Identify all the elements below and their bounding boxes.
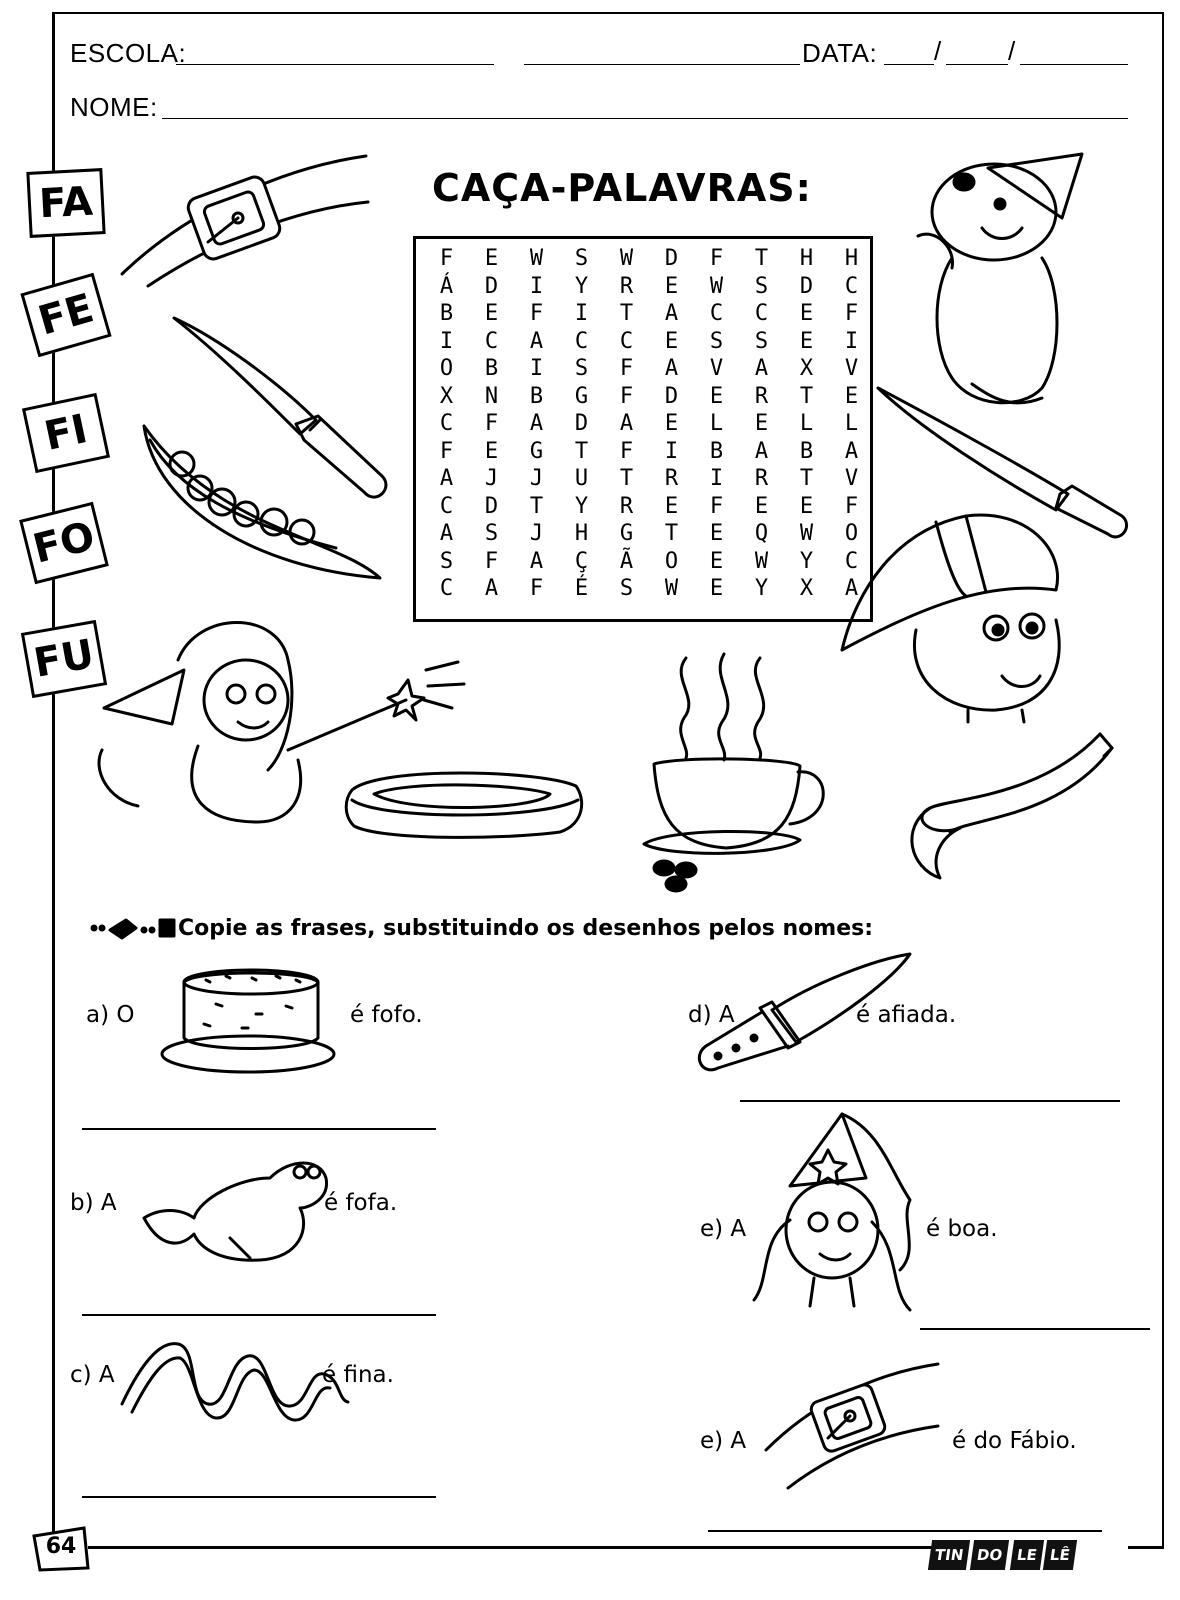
word-search-cell[interactable]: L [844,411,859,436]
word-search-cell[interactable]: F [619,438,634,464]
word-search-cell[interactable]: E [844,383,859,409]
word-search-cell[interactable]: F [484,548,499,574]
word-search-cell[interactable]: E [664,273,679,299]
word-search-cell[interactable]: T [619,301,634,326]
word-search-box [413,236,873,622]
date-day-field[interactable] [884,64,934,65]
word-search-cell[interactable]: F [619,356,634,381]
word-search-cell[interactable]: F [439,438,454,464]
word-search-cell[interactable]: H [844,246,859,271]
exercise-a-prefix: a) O [86,1002,135,1028]
word-search-cell[interactable]: D [574,411,589,436]
word-search-cell[interactable]: C [484,328,499,354]
word-search-cell[interactable]: E [799,328,814,354]
word-search-cell[interactable]: S [484,521,499,546]
word-search-cell[interactable]: F [709,493,724,519]
word-search-cell[interactable]: A [439,521,454,546]
school-field[interactable] [176,64,494,65]
exercise-e1-answer-line[interactable] [920,1328,1150,1330]
word-search-cell[interactable]: Y [574,273,589,299]
steak-icon [340,760,590,842]
word-search-cell[interactable]: W [664,576,679,601]
word-search-cell[interactable]: F [529,301,544,326]
boy-cap-icon [836,500,1072,722]
date-label: DATA: [802,38,878,68]
word-search-cell[interactable]: N [484,383,499,409]
word-search-cell[interactable]: E [664,328,679,354]
exercise-e1-prefix: e) A [700,1216,747,1242]
exercise-b-prefix: b) A [70,1190,117,1216]
word-search-cell[interactable]: F [709,246,724,271]
word-search-cell[interactable]: G [619,521,634,546]
word-search-cell[interactable]: Q [754,521,769,546]
word-search-cell[interactable]: S [754,328,769,354]
word-search-cell[interactable]: L [799,411,814,436]
word-search-cell[interactable]: R [754,466,769,491]
word-search-cell[interactable]: S [619,576,634,601]
word-search-cell[interactable]: I [574,301,589,326]
word-search-cell[interactable]: T [799,466,814,491]
seal-small-icon [140,1138,332,1268]
syllable-card-fu: FU [21,620,107,698]
word-search-cell[interactable]: W [529,246,544,271]
word-search-cell[interactable]: G [529,438,544,464]
belt-icon [118,150,378,290]
exercise-d-answer-line[interactable] [740,1100,1120,1102]
word-search-cell[interactable]: B [709,438,724,464]
word-search-cell[interactable]: A [439,466,454,491]
word-search-cell[interactable]: A [844,438,859,464]
word-search-cell[interactable]: D [799,273,814,299]
exercise-b-answer-line[interactable] [82,1314,436,1316]
word-search-cell[interactable]: C [439,411,454,436]
word-search-cell[interactable]: E [709,521,724,546]
pencil-bullet-icon [90,916,176,942]
word-search-cell[interactable]: S [574,246,589,271]
word-search-cell[interactable]: E [709,576,724,601]
word-search-cell[interactable]: Y [799,548,814,574]
word-search-title: CAÇA-PALAVRAS: [432,166,812,210]
word-search-cell[interactable]: C [619,328,634,354]
word-search-cell[interactable]: E [664,411,679,436]
word-search-cell[interactable]: V [844,356,859,381]
publisher-logo [930,1540,1075,1570]
word-search-cell[interactable]: B [484,356,499,381]
word-search-cell[interactable]: E [799,301,814,326]
word-search-cell[interactable]: B [439,301,454,326]
word-search-cell[interactable]: S [574,356,589,381]
word-search-cell[interactable]: C [844,273,859,299]
word-search-cell[interactable]: T [664,521,679,546]
word-search-cell[interactable]: E [754,493,769,519]
word-search-cell[interactable]: J [484,466,499,491]
coffee-cup-icon [640,648,836,900]
word-search-cell[interactable]: F [619,383,634,409]
word-search-cell[interactable]: E [484,301,499,326]
word-search-cell[interactable]: V [709,356,724,381]
word-search-cell[interactable]: L [709,411,724,436]
word-search-cell[interactable]: X [439,383,454,409]
word-search-cell[interactable]: C [574,328,589,354]
cake-icon [156,962,342,1076]
name-field[interactable] [162,118,1128,119]
word-search-cell[interactable]: R [619,273,634,299]
exercise-b-suffix: é fofa. [324,1190,398,1216]
word-search-cell[interactable]: W [799,521,814,546]
page-number: 64 [45,1534,77,1559]
date-separator: / [1008,36,1016,66]
word-search-cell[interactable]: I [529,273,544,299]
word-search-cell[interactable]: X [799,576,814,601]
word-search-cell[interactable]: E [754,411,769,436]
pea-pod-icon [136,418,392,588]
name-label: NOME: [70,92,158,122]
word-search-cell[interactable]: A [484,576,499,601]
word-search-cell[interactable]: F [439,246,454,271]
word-search-cell[interactable]: C [754,301,769,326]
word-search-cell[interactable]: I [529,356,544,381]
exercise-e2-prefix: e) A [700,1428,747,1454]
word-search-cell[interactable]: O [844,521,859,546]
exercise-e2-suffix: é do Fábio. [952,1428,1077,1454]
word-search-cell[interactable]: S [709,328,724,354]
word-search-cell[interactable]: J [529,466,544,491]
syllable-card-fi: FI [22,393,110,473]
word-search-cell[interactable]: T [754,246,769,271]
syllable-card-fa: FA [26,168,105,238]
word-search-cell[interactable]: D [484,493,499,519]
syllable-card-fe: FE [20,273,111,357]
word-search-cell[interactable]: O [664,548,679,574]
word-search-cell[interactable]: E [799,493,814,519]
footer-rule-right [1128,1546,1164,1549]
word-search-cell[interactable]: I [664,438,679,464]
word-search-cell[interactable]: D [664,246,679,271]
word-search-cell[interactable]: B [799,438,814,464]
date-separator: / [934,36,942,66]
word-search-cell[interactable]: T [619,466,634,491]
word-search-cell[interactable]: A [664,301,679,326]
word-search-cell[interactable]: B [529,383,544,409]
word-search-cell[interactable]: A [619,411,634,436]
word-search-cell[interactable]: C [439,493,454,519]
word-search-cell[interactable]: S [754,273,769,299]
syllable-card-fo: FO [19,502,109,584]
belt-small-icon [762,1354,942,1494]
word-search-cell[interactable]: T [574,438,589,464]
word-search-cell[interactable]: O [439,356,454,381]
word-search-cell[interactable]: A [664,356,679,381]
date-month-field[interactable] [946,64,1008,65]
word-search-cell[interactable]: G [574,383,589,409]
word-search-cell[interactable]: R [619,493,634,519]
seal-icon [912,148,1092,418]
word-search-cell[interactable]: W [754,548,769,574]
date-year-field[interactable] [1020,64,1128,65]
word-search-grid [424,245,874,603]
word-search-cell[interactable]: E [709,548,724,574]
word-search-cell[interactable]: W [709,273,724,299]
word-search-cell[interactable]: T [529,493,544,519]
exercise-c-prefix: c) A [70,1362,115,1388]
word-search-cell[interactable]: I [439,328,454,354]
logo-part: LÊ [1043,1540,1077,1570]
word-search-cell[interactable]: J [529,521,544,546]
word-search-cell[interactable]: I [709,466,724,491]
word-search-cell[interactable]: A [529,548,544,574]
exercise-d-prefix: d) A [688,1002,735,1028]
exercise-c-suffix: é fina. [322,1362,394,1388]
word-search-cell[interactable]: V [844,466,859,491]
word-search-cell[interactable]: F [844,301,859,326]
word-search-cell[interactable]: A [529,328,544,354]
word-search-cell[interactable]: I [844,328,859,354]
word-search-cell[interactable]: R [664,466,679,491]
school-field-2[interactable] [524,64,800,65]
word-search-cell[interactable]: X [799,356,814,381]
logo-part: TIN [928,1540,971,1570]
word-search-cell[interactable]: E [484,246,499,271]
instruction-text: Copie as frases, substituindo os desenhos pelos nomes: [178,916,874,941]
school-label: ESCOLA: [70,38,187,68]
word-search-cell[interactable]: H [799,246,814,271]
word-search-cell[interactable]: F [484,411,499,436]
word-search-cell[interactable]: R [754,383,769,409]
word-search-cell[interactable]: É [574,576,589,601]
ribbon-thin-icon [118,1330,354,1434]
word-search-cell[interactable]: E [664,493,679,519]
exercise-c-answer-line[interactable] [82,1496,436,1498]
word-search-cell[interactable]: C [439,576,454,601]
word-search-cell[interactable]: D [664,383,679,409]
word-search-cell[interactable]: D [484,273,499,299]
word-search-cell[interactable]: Y [754,576,769,601]
word-search-cell[interactable]: H [574,521,589,546]
word-search-cell[interactable]: C [709,301,724,326]
word-search-cell[interactable]: C [844,548,859,574]
exercise-e2-answer-line[interactable] [708,1530,1102,1532]
exercise-e1-suffix: é boa. [926,1216,998,1242]
exercise-d-suffix: é afiada. [856,1002,957,1028]
word-search-cell[interactable]: Y [574,493,589,519]
word-search-cell[interactable]: F [844,493,859,519]
logo-part: LE [1009,1540,1043,1570]
exercise-a-suffix: é fofo. [350,1002,423,1028]
word-search-cell[interactable]: A [844,576,859,601]
logo-part: DO [970,1540,1009,1570]
word-search-cell[interactable]: F [529,576,544,601]
exercise-a-answer-line[interactable] [82,1128,436,1130]
word-search-cell[interactable]: S [439,548,454,574]
word-search-cell[interactable]: A [754,438,769,464]
page-number-badge [30,1524,92,1574]
footer-rule [88,1546,938,1549]
word-search-cell[interactable]: Á [439,273,454,299]
word-search-cell[interactable]: Ç [574,548,589,574]
word-search-cell[interactable]: A [529,411,544,436]
word-search-cell[interactable]: U [574,466,589,491]
word-search-cell[interactable]: T [799,383,814,409]
word-search-cell[interactable]: E [484,438,499,464]
word-search-cell[interactable]: A [754,356,769,381]
word-search-cell[interactable]: E [709,383,724,409]
word-search-cell[interactable]: Ã [619,548,634,574]
witch-girl-icon [750,1110,920,1324]
word-search-cell[interactable]: W [619,246,634,271]
ribbon-icon [890,728,1120,888]
